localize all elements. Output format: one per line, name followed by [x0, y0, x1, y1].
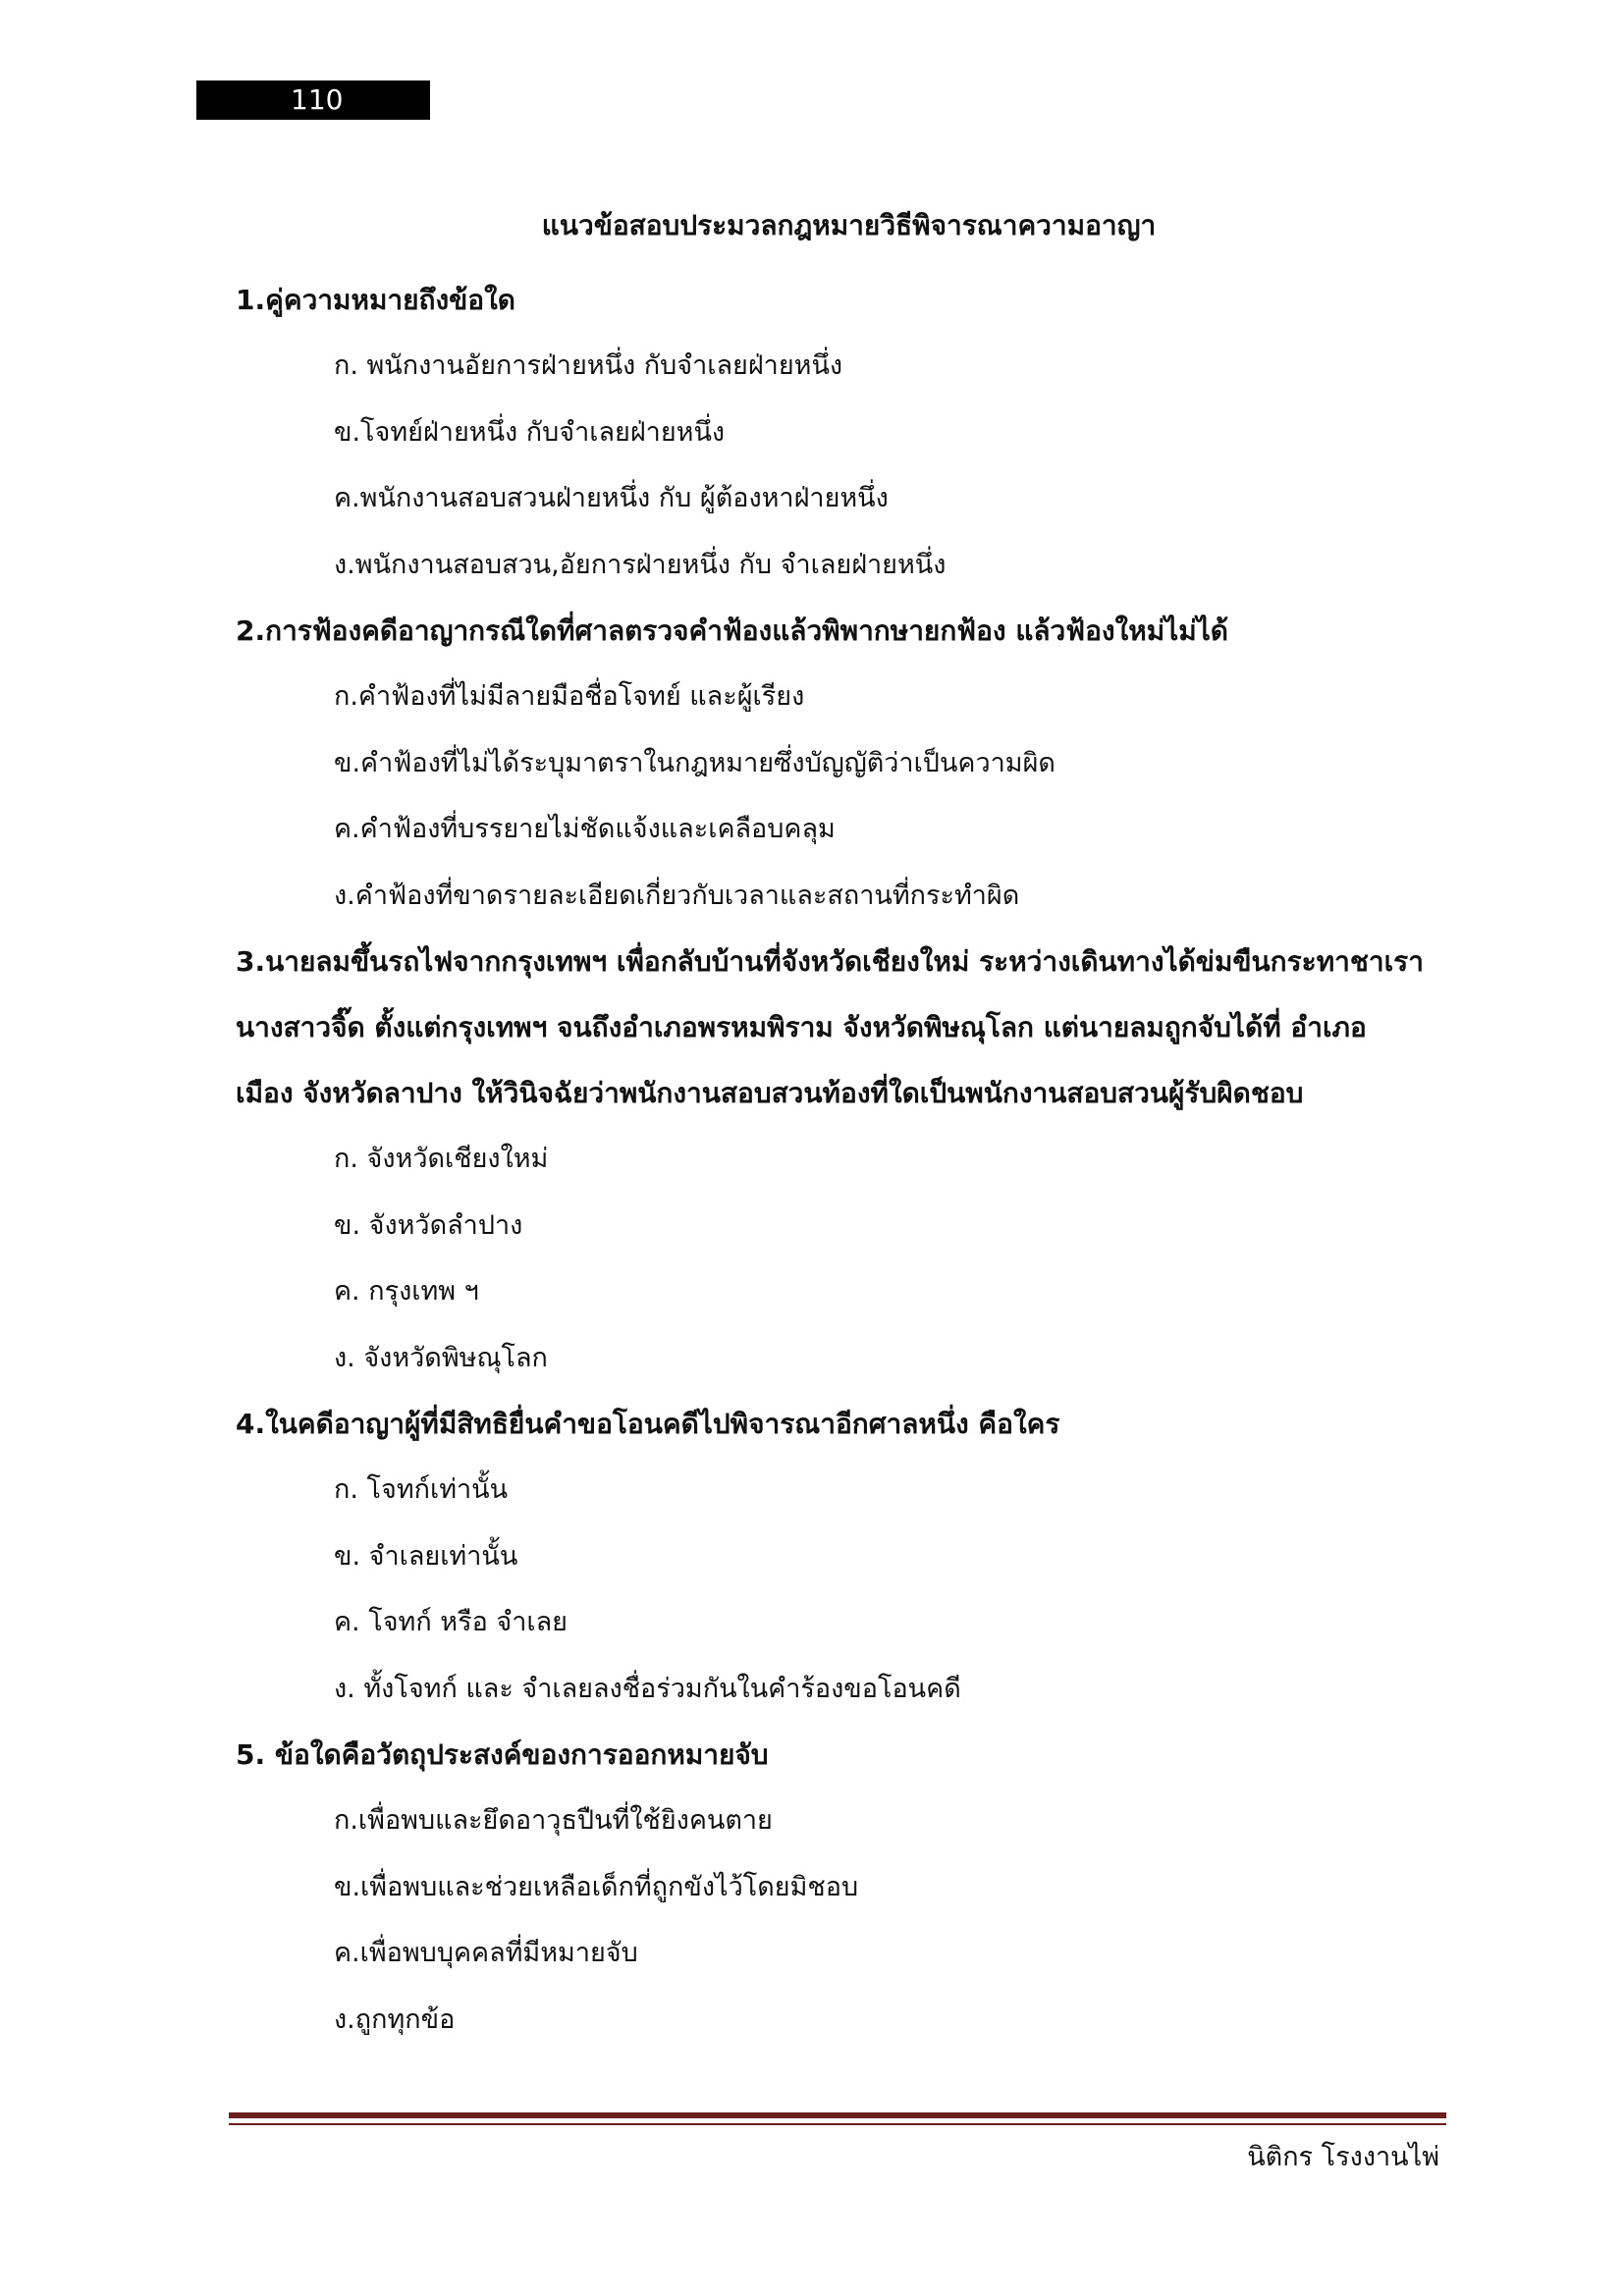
question-text-line: นางสาวจิ๊ด ตั้งแต่กรุงเทพฯ จนถึงอำเภอพรหมพิราม จังหวัดพิษณุโลก แต่นายลมถูกจับได้ที่ อำเภอ: [236, 1011, 1367, 1043]
option-item: ข.โจทย์ฝ่ายหนึ่ง กับจำเลยฝ่ายหนึ่ง: [334, 416, 726, 448]
option-item: ข. จังหวัดลำปาง: [334, 1209, 523, 1241]
option-item: ข.คำฟ้องที่ไม่ได้ระบุมาตราในกฎหมายซึ่งบัญญัติว่าเป็นความผิด: [334, 747, 1056, 778]
option-list: [236, 1457, 1463, 1722]
option-item: ข. จำเลยเท่านั้น: [334, 1540, 518, 1572]
option-item: ก. พนักงานอัยการฝ่ายหนึ่ง กับจำเลยฝ่ายหนึ่ง: [334, 350, 843, 381]
footer-credit: นิติกร โรงงานไพ่: [1247, 2142, 1439, 2172]
question-3: [236, 929, 1463, 1391]
option-item: ก.เพื่อพบและยึดอาวุธปืนที่ใช้ยิงคนตาย: [334, 1805, 773, 1836]
question-1: [236, 267, 1463, 598]
question-text: 4.ในคดีอาญาผู้ที่มีสิทธิยื่นคำขอโอนคดีไปพิจารณาอีกศาลหนึ่ง คือใคร: [236, 1408, 1060, 1440]
document-title: แนวข้อสอบประมวลกฎหมายวิธีพิจารณาความอาญา: [541, 209, 1157, 241]
question-2: [236, 598, 1463, 929]
option-item: ง.คำฟ้องที่ขาดรายละเอียดเกี่ยวกับเวลาและสถานที่กระทำผิด: [334, 880, 1020, 911]
option-list: [236, 1126, 1463, 1391]
option-item: ค. โจทก์ หรือ จำเลย: [334, 1607, 568, 1637]
option-item: ข.เพื่อพบและช่วยเหลือเด็กที่ถูกขังไว้โดยมิชอบ: [334, 1871, 859, 1902]
question-list: [236, 267, 1463, 2053]
option-item: ก. โจทก์เท่านั้น: [334, 1474, 509, 1505]
question-4: [236, 1391, 1463, 1722]
option-item: ง. จังหวัดพิษณุโลก: [334, 1342, 548, 1373]
option-item: ค.คำฟ้องที่บรรยายไม่ชัดแจ้งและเคลือบคลุม: [334, 814, 836, 844]
page-number: 110: [291, 83, 344, 116]
footer-divider-thin: [229, 2123, 1446, 2125]
question-5: [236, 1722, 1463, 2053]
option-item: ง.พนักงานสอบสวน,อัยการฝ่ายหนึ่ง กับ จำเลยฝ่ายหนึ่ง: [334, 549, 947, 580]
page-number-box: [196, 80, 430, 120]
question-text-line: 3.นายลมขึ้นรถไฟจากกรุงเทพฯ เพื่อกลับบ้านที่จังหวัดเชียงใหม่ ระหว่างเดินทางได้ข่มขืนกระทาชาเรา: [236, 945, 1424, 978]
question-text: 1.คู่ความหมายถึงข้อใด: [236, 284, 515, 316]
option-item: ค. กรุงเทพ ฯ: [334, 1276, 479, 1307]
option-item: ค.พนักงานสอบสวนฝ่ายหนึ่ง กับ ผู้ต้องหาฝ่ายหนึ่ง: [334, 483, 889, 513]
option-list: [236, 1788, 1463, 2053]
question-text: 5. ข้อใดคือวัตถุประสงค์ของการออกหมายจับ: [236, 1738, 769, 1771]
option-list: [236, 333, 1463, 598]
option-item: ง. ทั้งโจทก์ และ จำเลยลงชื่อร่วมกันในคำร้องขอโอนคดี: [334, 1673, 961, 1704]
footer-divider: [229, 2112, 1446, 2118]
question-text: 2.การฟ้องคดีอาญากรณีใดที่ศาลตรวจคำฟ้องแล้วพิพากษายกฟ้อง แล้วฟ้องใหม่ไม่ได้: [236, 614, 1228, 647]
question-text-line: เมือง จังหวัดลาปาง ให้วินิจฉัยว่าพนักงานสอบสวนท้องที่ใดเป็นพนักงานสอบสวนผู้รับผิดชอบ: [236, 1077, 1304, 1109]
option-item: ง.ถูกทุกข้อ: [334, 2003, 456, 2035]
option-item: ก.คำฟ้องที่ไม่มีลายมือชื่อโจทย์ และผู้เรียง: [334, 681, 805, 712]
option-item: ค.เพื่อพบบุคคลที่มีหมายจับ: [334, 1938, 638, 1968]
option-item: ก. จังหวัดเชียงใหม่: [334, 1144, 549, 1174]
option-list: [236, 664, 1463, 929]
